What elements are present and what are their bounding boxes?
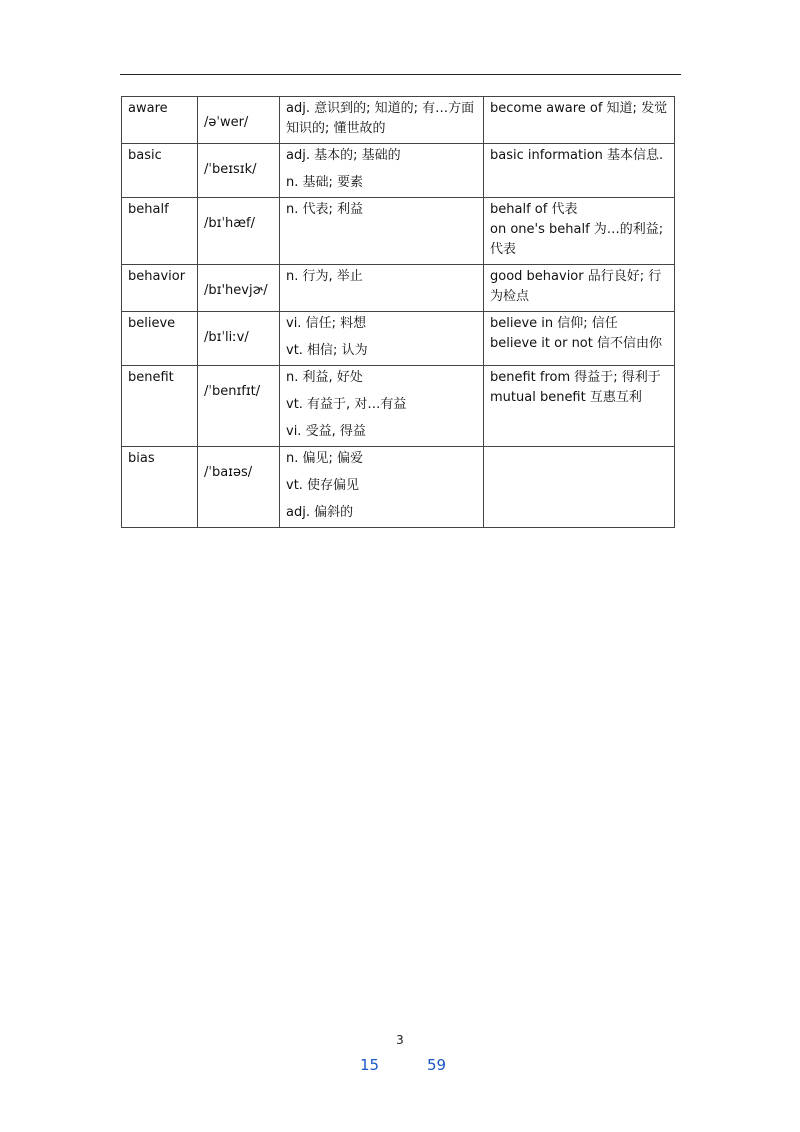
phonetic-cell	[198, 312, 280, 366]
page-number: 3	[396, 1033, 404, 1047]
phonetic: /ˈbenɪfɪt/	[204, 384, 261, 399]
word-cell	[122, 366, 198, 447]
phrase-cell	[484, 198, 675, 265]
phonetic: /ˈbaɪəs/	[204, 465, 253, 480]
meaning-line: vi. 信任; 料想	[286, 316, 367, 331]
phrase-line: on one's behalf 为…的利益; 代表	[490, 222, 664, 257]
footer-link-15[interactable]: 15	[360, 1056, 380, 1074]
table-row	[122, 312, 675, 366]
meaning-line: vt. 有益于, 对…有益	[286, 397, 407, 412]
word-cell	[122, 144, 198, 198]
phrase-cell	[484, 447, 675, 528]
phrase-cell	[484, 265, 675, 312]
word-cell	[122, 97, 198, 144]
word: benefit	[128, 370, 174, 385]
phonetic: /bɪˈliːv/	[204, 330, 249, 345]
header-rule	[120, 74, 681, 75]
meaning-line: adj. 意识到的; 知道的; 有…方面知识的; 懂世故的	[286, 101, 475, 136]
meaning-cell	[280, 144, 484, 198]
word: believe	[128, 316, 176, 331]
phrase-line: behalf of 代表	[490, 202, 578, 217]
table-row	[122, 366, 675, 447]
phonetic-cell	[198, 366, 280, 447]
vocabulary-table-body	[122, 97, 675, 528]
table-row	[122, 144, 675, 198]
table-row	[122, 265, 675, 312]
word-cell	[122, 198, 198, 265]
phonetic-cell	[198, 265, 280, 312]
word: bias	[128, 451, 155, 466]
meaning-cell	[280, 198, 484, 265]
meaning-line: adj. 基本的; 基础的	[286, 148, 401, 163]
meaning-line: n. 代表; 利益	[286, 202, 364, 217]
meaning-cell	[280, 447, 484, 528]
word: behalf	[128, 202, 169, 217]
phonetic-cell	[198, 447, 280, 528]
word: aware	[128, 101, 168, 116]
phrase-line: believe in 信仰; 信任	[490, 316, 618, 331]
word: behavior	[128, 269, 186, 284]
word-cell	[122, 265, 198, 312]
word-cell	[122, 447, 198, 528]
phonetic-cell	[198, 144, 280, 198]
phrase-cell	[484, 97, 675, 144]
meaning-line: vt. 使存偏见	[286, 478, 360, 493]
phrase-line: benefit from 得益于; 得利于	[490, 370, 661, 385]
table-row	[122, 97, 675, 144]
vocabulary-table	[121, 96, 675, 528]
footer-link-59[interactable]: 59	[427, 1056, 447, 1074]
table-row	[122, 447, 675, 528]
phrase-line: good behavior 品行良好; 行为检点	[490, 269, 662, 304]
meaning-line: n. 利益, 好处	[286, 370, 363, 385]
phrase-cell	[484, 366, 675, 447]
meaning-cell	[280, 312, 484, 366]
meaning-line: adj. 偏斜的	[286, 505, 354, 520]
phonetic-cell	[198, 97, 280, 144]
phrase-line: mutual benefit 互惠互利	[490, 390, 642, 405]
meaning-line: n. 行为, 举止	[286, 269, 363, 284]
meaning-cell	[280, 97, 484, 144]
phonetic: /ˈbeɪsɪk/	[204, 162, 257, 177]
meaning-line: vi. 受益, 得益	[286, 424, 366, 439]
meaning-line: n. 偏见; 偏爱	[286, 451, 364, 466]
phonetic-cell	[198, 198, 280, 265]
meaning-line: n. 基础; 要素	[286, 175, 364, 190]
phonetic: /əˈwer/	[204, 115, 249, 130]
table-row	[122, 198, 675, 265]
meaning-line: vt. 相信; 认为	[286, 343, 368, 358]
meaning-cell	[280, 265, 484, 312]
phrase-line: basic information 基本信息.	[490, 148, 664, 163]
phrase-line: believe it or not 信不信由你	[490, 336, 662, 351]
word-cell	[122, 312, 198, 366]
phrase-line: become aware of 知道; 发觉	[490, 101, 668, 116]
phonetic: /bɪ'hevjɚ/	[204, 283, 268, 298]
phonetic: /bɪˈhæf/	[204, 216, 255, 231]
phrase-cell	[484, 312, 675, 366]
meaning-cell	[280, 366, 484, 447]
phrase-cell	[484, 144, 675, 198]
word: basic	[128, 148, 162, 163]
